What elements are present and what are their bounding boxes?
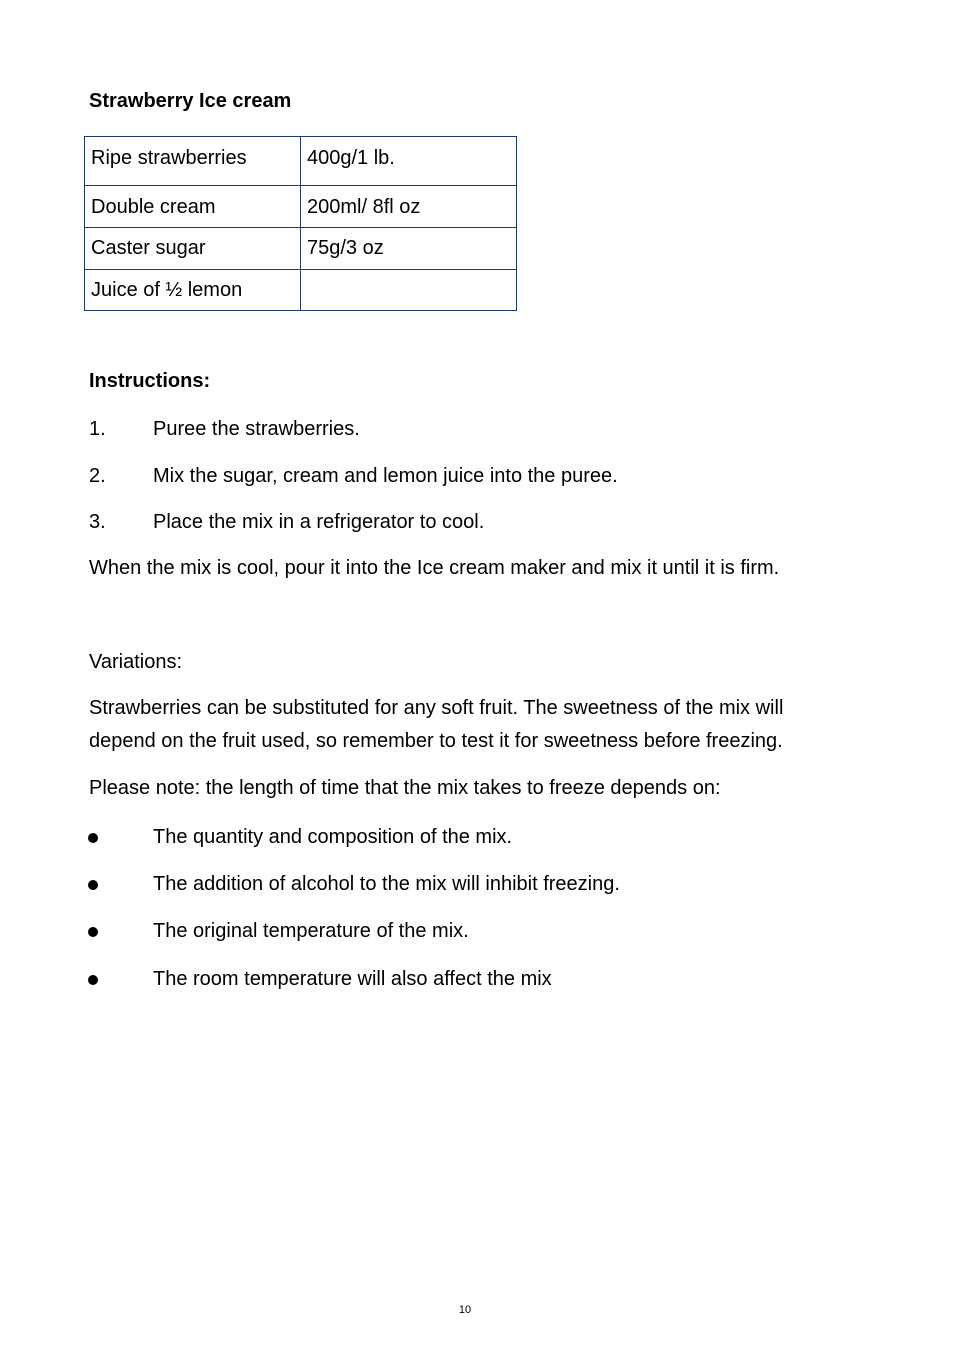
variations-heading: Variations: — [89, 651, 183, 673]
bullet-icon — [88, 833, 98, 843]
factor-text: The original temperature of the mix. — [153, 920, 469, 942]
cooling-instruction: When the mix is cool, pour it into the Ice cream maker and mix it until it is firm. — [89, 557, 780, 579]
table-row — [85, 270, 517, 311]
ingredient-name: Caster sugar — [85, 228, 301, 270]
ingredient-amount — [301, 270, 517, 311]
page-number: 10 — [458, 1304, 472, 1316]
ingredient-name: Ripe strawberries — [85, 137, 301, 186]
note-intro: Please note: the length of time that the mix takes to freeze depends on: — [89, 777, 721, 799]
instructions-heading: Instructions: — [89, 370, 211, 392]
step-text: Place the mix in a refrigerator to cool. — [153, 511, 485, 533]
step-text: Mix the sugar, cream and lemon juice into the puree. — [153, 465, 618, 487]
ingredient-amount: 400g/1 lb. — [301, 137, 517, 186]
table-row — [85, 228, 517, 270]
ingredient-name: Double cream — [85, 186, 301, 228]
recipe-title: Strawberry Ice cream — [89, 90, 292, 112]
ingredient-amount: 200ml/ 8fl oz — [301, 186, 517, 228]
step-number: 3. — [89, 511, 106, 533]
ingredients-table — [84, 136, 517, 311]
ingredient-name: Juice of ½ lemon — [85, 270, 301, 311]
factor-text: The room temperature will also affect the mix — [153, 968, 552, 990]
step-number: 2. — [89, 465, 106, 487]
bullet-icon — [88, 880, 98, 890]
step-number: 1. — [89, 418, 106, 440]
variations-text: Strawberries can be substituted for any soft fruit. The sweetness of the mix will depend on the fruit used, so remember to test it for sweetness before freezing. — [89, 697, 784, 752]
ingredient-amount: 75g/3 oz — [301, 228, 517, 270]
table-row — [85, 186, 517, 228]
factor-text: The addition of alcohol to the mix will inhibit freezing. — [153, 873, 620, 895]
bullet-icon — [88, 927, 98, 937]
factor-text: The quantity and composition of the mix. — [153, 826, 513, 848]
table-row — [85, 137, 517, 186]
step-text: Puree the strawberries. — [153, 418, 360, 440]
bullet-icon — [88, 975, 98, 985]
